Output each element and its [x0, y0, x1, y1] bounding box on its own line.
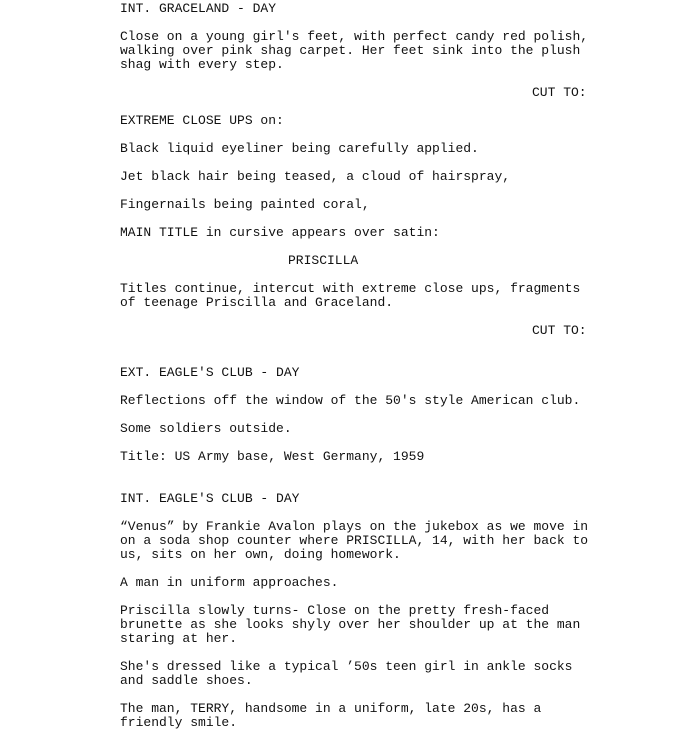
action-soldiers: Some soldiers outside.	[120, 421, 292, 436]
action-man-approaches: A man in uniform approaches.	[120, 575, 339, 590]
action-venus-jukebox: “Venus” by Frankie Avalon plays on the jukebox as we move in on a soda shop counter where PRISCILLA, 14, with her back to us, sits on her own, doing homework.	[120, 519, 589, 562]
action-terry-smile: The man, TERRY, handsome in a uniform, late 20s, has a friendly smile.	[120, 701, 542, 730]
close-ups-heading: EXTREME CLOSE UPS on:	[120, 113, 284, 128]
close-up-hair: Jet black hair being teased, a cloud of hairspray,	[120, 169, 511, 184]
action-dressed-50s: She's dressed like a typical ’50s teen girl in ankle socks and saddle shoes.	[120, 659, 573, 688]
action-priscilla-turns: Priscilla slowly turns- Close on the pretty fresh-faced brunette as she looks shyly over her shoulder up at the man staring at her.	[120, 603, 581, 646]
main-title-note: MAIN TITLE in cursive appears over satin:	[120, 225, 440, 240]
action-reflections: Reflections off the window of the 50's style American club.	[120, 393, 581, 408]
scene-heading-graceland: INT. GRACELAND - DAY	[120, 1, 277, 16]
transition-cut-to-1: CUT TO:	[532, 85, 587, 100]
action-title-army-base: Title: US Army base, West Germany, 1959	[120, 449, 425, 464]
title-priscilla: PRISCILLA	[288, 253, 359, 268]
close-up-fingernails: Fingernails being painted coral,	[120, 197, 370, 212]
action-feet-carpet: Close on a young girl's feet, with perfect candy red polish, walking over pink shag carpet. Her feet sink into the plush shag with every step.	[120, 29, 589, 72]
scene-heading-int-eagles-club: INT. EAGLE'S CLUB - DAY	[120, 491, 300, 506]
close-up-eyeliner: Black liquid eyeliner being carefully applied.	[120, 141, 479, 156]
scene-heading-ext-eagles-club: EXT. EAGLE'S CLUB - DAY	[120, 365, 300, 380]
action-titles-continue: Titles continue, intercut with extreme close ups, fragments of teenage Priscilla and Graceland.	[120, 281, 581, 310]
transition-cut-to-2: CUT TO:	[532, 323, 587, 338]
